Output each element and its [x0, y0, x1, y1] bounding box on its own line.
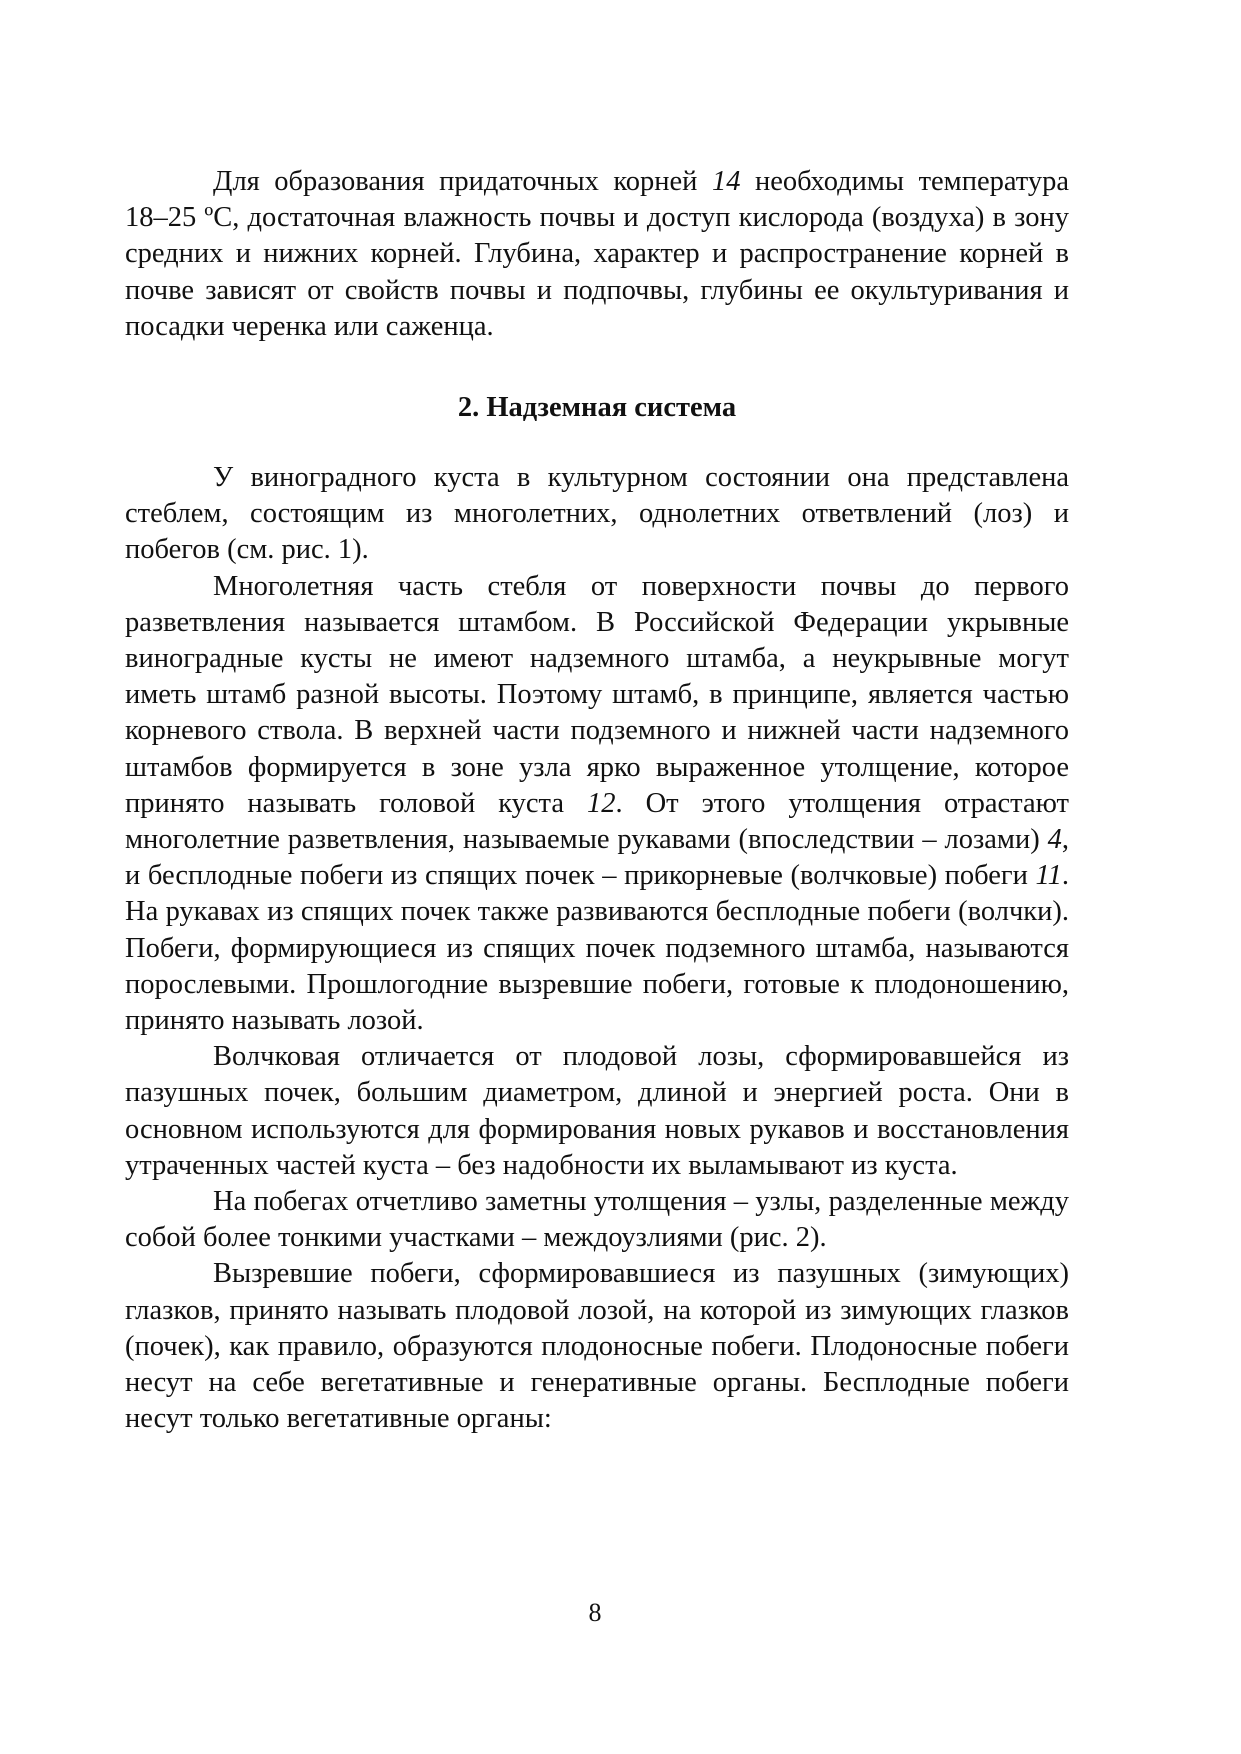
figure-reference: 12 [586, 787, 616, 819]
page-number: 8 [588, 1598, 602, 1627]
figure-reference: 14 [711, 166, 741, 197]
section-heading: 2. Надземная система [457, 392, 737, 423]
paragraph-stem-trunk: Многолетняя часть стебля от поверхности почвы до первого разветвления называется штамбом. В Российской Федерации укрывные виноградные кусты не имеют надземного штамба, а неукрывные могут иметь штамб разной высоты. Поэтому штамб, в принципе, является частью корневого ствола. В верхней части подземного и нижней части надземного штамбов формируется в зоне узла ярко выраженное утолщение, которое принято называть головой куста 12. От этого утолщения отрастают многолетние разветвления, называемые рукавами (впоследствии – лозами) 4, и бесплодные побеги из спящих почек – прикорневые (волчковые) побеги 11. На рукавах из спящих почек также развиваются бесплодные побеги (волчки). Побеги, формирующиеся из спящих почек подземного штамба, называются порослевыми. Прошлогодние вызревшие побеги, готовые к плодоношению, принято называть лозой. [125, 570, 1069, 1037]
paragraph-nodes: На побегах отчетливо заметны утолщения – узлы, разделенные между собой более тонкими участками – междоузлиями (рис. 2). [125, 1186, 1069, 1254]
figure-reference: 11 [1035, 860, 1062, 892]
paragraph-adventitious-roots: Для образования придаточных корней 14 необходимы температура 18–25 ºС, достаточная влажность почвы и доступ кислорода (воздуха) в зону средних и нижних корней. Глубина, характер и распространение корней в почве зависят от свойств почвы и подпочвы, глубины ее окультуривания и посадки черенка или саженца. [125, 166, 1070, 342]
figure-reference: 4 [1047, 824, 1062, 856]
intro-text-block [125, 164, 1069, 345]
paragraph-above-ground-system: У виноградного куста в культурном состоянии она представлена стеблем, состоящим из многолетних, однолетних ответвлений (лоз) и побегов (см. рис. 1). [125, 462, 1069, 566]
section-body-text [125, 460, 1069, 1437]
paragraph-water-shoots: Волчковая отличается от плодовой лозы, сформировавшейся из пазушных почек, большим диаметром, длиной и энергией роста. Они в основном используются для формирования новых рукавов и восстановления утраченных частей куста – без надобности их выламывают из куста. [125, 1041, 1069, 1181]
paragraph-fruit-vine: Вызревшие побеги, сформировавшиеся из пазушных (зимующих) глазков, принято называть плодовой лозой, на которой из зимующих глазков (почек), как правило, образуются плодоносные побеги. Плодоносные побеги несут на себе вегетативные и генеративные органы. Бесплодные побеги несут только вегетативные органы: [125, 1258, 1069, 1435]
